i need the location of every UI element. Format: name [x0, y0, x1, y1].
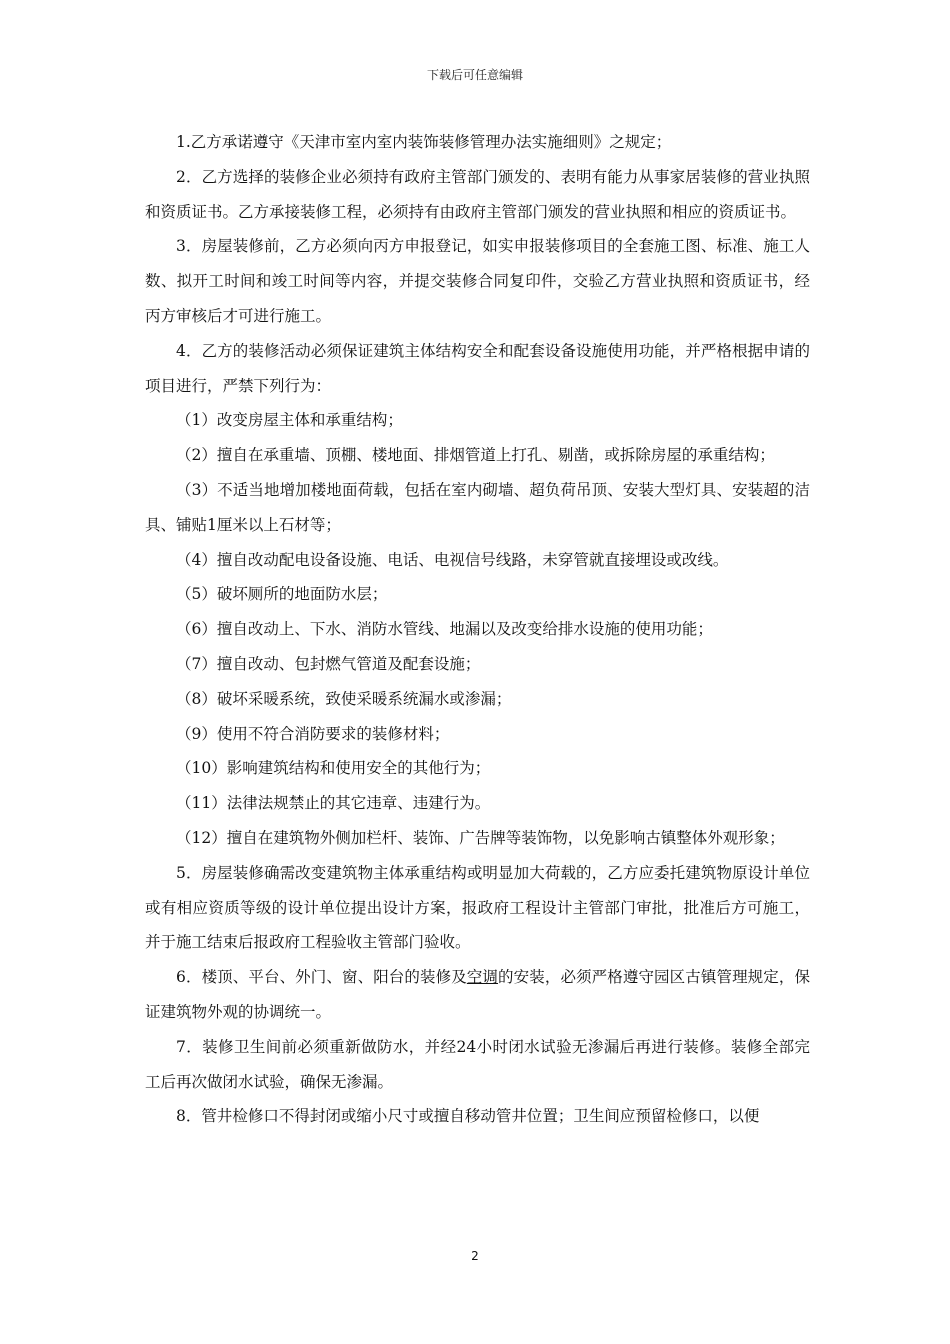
clause-6-text-after: 的安装，必须严格遵守园区古镇管理规定，保证建筑物外观的协调统一。	[145, 968, 810, 1021]
clause-5: 5．房屋装修确需改变建筑物主体承重结构或明显加大荷载的，乙方应委托建筑物原设计单位或有相应资质等级的设计单位提出设计方案，报政府工程设计主管部门审批，批准后方可施工，并于施工结束后报政府工程验收主管部门验收。	[145, 863, 810, 952]
prohibited-item-2: （2）擅自在承重墙、顶棚、楼地面、排烟管道上打孔、剔凿，或拆除房屋的承重结构；	[176, 446, 775, 465]
prohibited-item-10: （10）影响建筑结构和使用安全的其他行为；	[176, 759, 491, 778]
clause-6-underlined-term: 空调	[466, 968, 499, 987]
prohibited-item-11: （11）法律法规禁止的其它违章、违建行为。	[176, 794, 491, 813]
document-body	[145, 125, 810, 1134]
prohibited-item-5: （5）破坏厕所的地面防水层；	[176, 585, 388, 604]
prohibited-item-1: （1）改变房屋主体和承重结构；	[176, 411, 403, 430]
clause-2: 2．乙方选择的装修企业必须持有政府主管部门颁发的、表明有能力从事家居装修的营业执照和资质证书。乙方承接装修工程，必须持有由政府主管部门颁发的营业执照和相应的资质证书。	[145, 167, 810, 221]
page-header: 下载后可任意编辑	[426, 68, 523, 82]
prohibited-item-8: （8）破坏采暖系统，致使采暖系统漏水或渗漏；	[176, 689, 512, 708]
prohibited-item-9: （9）使用不符合消防要求的装修材料；	[176, 724, 450, 743]
clause-1: 1.乙方承诺遵守《天津市室内室内装饰装修管理办法实施细则》之规定；	[176, 133, 672, 151]
prohibited-item-6: （6）擅自改动上、下水、消防水管线、地漏以及改变给排水设施的使用功能；	[176, 620, 713, 639]
clause-3: 3．房屋装修前，乙方必须向丙方申报登记，如实申报装修项目的全套施工图、标准、施工人数、拟开工时间和竣工时间等内容，并提交装修合同复印件，交验乙方营业执照和资质证书，经丙方审核后才可进行施工。	[145, 237, 810, 325]
prohibited-item-12: （12）擅自在建筑物外侧加栏杆、装饰、广告牌等装饰物，以免影响古镇整体外观形象；	[176, 828, 785, 847]
prohibited-item-4: （4）擅自改动配电设备设施、电话、电视信号线路，未穿管就直接埋设或改线。	[176, 550, 729, 569]
clause-6-text-before: 6．楼顶、平台、外门、窗、阳台的装修及	[176, 968, 467, 987]
clause-6	[145, 960, 810, 1030]
clause-8: 8．管井检修口不得封闭或缩小尺寸或擅自移动管井位置；卫生间应预留检修口，以便	[176, 1107, 760, 1126]
clause-4: 4．乙方的装修活动必须保证建筑主体结构安全和配套设备设施使用功能，并严格根据申请的项目进行，严禁下列行为：	[145, 341, 810, 395]
prohibited-item-3: （3）不适当地增加楼地面荷载，包括在室内砌墙、超负荷吊顶、安装大型灯具、安装超的洁具、铺贴1厘米以上石材等；	[145, 480, 810, 534]
page-number: 2	[471, 1249, 479, 1263]
prohibited-item-7: （7）擅自改动、包封燃气管道及配套设施；	[176, 654, 481, 673]
clause-7: 7．装修卫生间前必须重新做防水，并经24小时闭水试验无渗漏后再进行装修。装修全部完工后再次做闭水试验，确保无渗漏。	[145, 1037, 810, 1091]
